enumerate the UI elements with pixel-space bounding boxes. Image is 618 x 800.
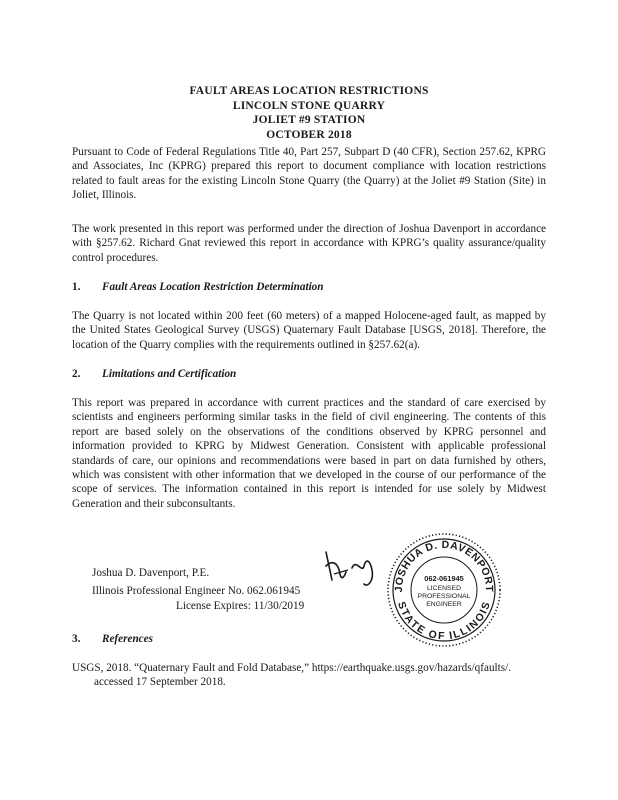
seal-license-number: 062-061945	[424, 574, 464, 583]
title-line-4: OCTOBER 2018	[266, 128, 352, 141]
title-line-2: LINCOLN STONE QUARRY	[232, 99, 386, 112]
section-2-title: Limitations and Certification	[102, 368, 237, 380]
section-1-number: 1.	[72, 281, 81, 293]
section-2-heading	[72, 367, 546, 381]
reference-accessed-date: accessed 17 September 2018.	[94, 676, 226, 689]
section-1-body: The Quarry is not located within 200 feet (60 meters) of a mapped Holocene-aged fault, as mapped by the United States Geological Survey (USGS) Quaternary Fault Database [USGS, 2018]. Therefore, the location of the Quarry complies with the requirements outlined in §257.62(a).	[72, 310, 546, 351]
seal-professional: PROFESSIONAL	[417, 593, 471, 600]
seal-engineer: ENGINEER	[426, 601, 462, 608]
title-line-1: FAULT AREAS LOCATION RESTRICTIONS	[189, 85, 429, 97]
reference-entry	[72, 661, 552, 690]
engineer-license-number: Illinois Professional Engineer No. 062.061945	[92, 585, 301, 597]
engineer-name: Joshua D. Davenport, P.E.	[92, 567, 210, 579]
seal-name-arc: JOSHUA D. DAVENPORT	[392, 538, 496, 593]
section-3-title: References	[102, 633, 153, 645]
intro-paragraph-2: The work presented in this report was performed under the direction of Joshua Davenport in accordance with §257.62. Richard Gnat reviewed this report in accordance with KPRG’s quality assurance/quality control procedures.	[72, 223, 546, 264]
section-3-number: 3.	[72, 633, 81, 645]
title-block	[0, 84, 618, 142]
seal-licensed: LICENSED	[427, 585, 461, 592]
seal-state-arc: STATE OF ILLINOIS	[395, 600, 493, 643]
section-2-body: This report was prepared in accordance with current practices and the standard of care exercised by scientists and engineers performing similar tasks in the field of civil engineering. The contents of this report are based solely on the observations of the conditions observed by KPRG personnel and information provided to KPRG by Midwest Generation. Consistent with applicable professional standards of care, our opinions and recommendations were based in part on data furnished by others, which was consistent with other information that we developed in the course of our performance of the scope of services. The information contained in this report is intended for use solely by Midwest Generation and their subconsultants.	[72, 397, 546, 510]
section-3-heading	[72, 632, 546, 646]
license-expiration: License Expires: 11/30/2019	[176, 600, 305, 612]
section-1-heading	[72, 280, 546, 294]
section-2-number: 2.	[72, 368, 81, 380]
section-1-title: Fault Areas Location Restriction Determination	[102, 281, 324, 293]
title-line-3: JOLIET #9 STATION	[252, 114, 366, 126]
intro-paragraph-1: Pursuant to Code of Federal Regulations Title 40, Part 257, Subpart D (40 CFR), Section 257.62, KPRG and Associates, Inc (KPRG) prepared this report to document compliance with location restrictions related to fault areas for the existing Lincoln Stone Quarry (the Quarry) at the Joliet #9 Station (Site) in Joliet, Illinois.	[72, 146, 546, 202]
reference-citation: USGS, 2018. “Quaternary Fault and Fold Database,” https://earthquake.usgs.gov/hazards/qfaults/.	[72, 662, 512, 674]
